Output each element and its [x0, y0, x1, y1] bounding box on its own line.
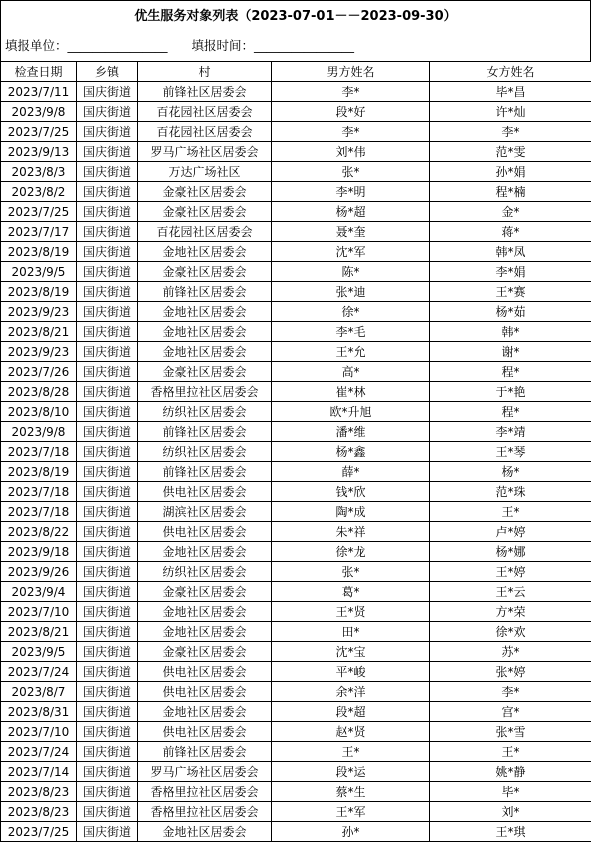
cell-village: 湖滨社区居委会	[138, 502, 272, 522]
cell-female-name: 刘*	[430, 802, 591, 822]
cell-town: 国庆街道	[77, 422, 138, 442]
cell-male-name: 王*贤	[272, 602, 430, 622]
cell-town: 国庆街道	[77, 322, 138, 342]
table-body	[1, 82, 591, 842]
cell-village: 金豪社区居委会	[138, 262, 272, 282]
table-row	[1, 502, 591, 522]
cell-town: 国庆街道	[77, 682, 138, 702]
cell-female-name: 韩*	[430, 322, 591, 342]
cell-date: 2023/8/19	[1, 282, 77, 302]
cell-date: 2023/8/22	[1, 522, 77, 542]
cell-village: 供电社区居委会	[138, 522, 272, 542]
cell-village: 供电社区居委会	[138, 662, 272, 682]
cell-village: 金地社区居委会	[138, 242, 272, 262]
cell-village: 前锋社区居委会	[138, 282, 272, 302]
table-row	[1, 122, 591, 142]
cell-town: 国庆街道	[77, 222, 138, 242]
cell-town: 国庆街道	[77, 742, 138, 762]
cell-female-name: 王*琴	[430, 442, 591, 462]
table-row	[1, 402, 591, 422]
cell-date: 2023/8/21	[1, 622, 77, 642]
cell-town: 国庆街道	[77, 242, 138, 262]
cell-town: 国庆街道	[77, 342, 138, 362]
cell-town: 国庆街道	[77, 442, 138, 462]
table-row	[1, 102, 591, 122]
cell-male-name: 田*	[272, 622, 430, 642]
cell-town: 国庆街道	[77, 282, 138, 302]
cell-male-name: 徐*龙	[272, 542, 430, 562]
cell-town: 国庆街道	[77, 542, 138, 562]
cell-male-name: 刘*伟	[272, 142, 430, 162]
cell-village: 香格里拉社区居委会	[138, 382, 272, 402]
cell-date: 2023/8/3	[1, 162, 77, 182]
table-row	[1, 762, 591, 782]
cell-date: 2023/8/23	[1, 782, 77, 802]
table-row	[1, 382, 591, 402]
table-row	[1, 542, 591, 562]
cell-town: 国庆街道	[77, 562, 138, 582]
cell-female-name: 范*雯	[430, 142, 591, 162]
cell-date: 2023/7/10	[1, 602, 77, 622]
cell-male-name: 蔡*生	[272, 782, 430, 802]
cell-female-name: 李*	[430, 682, 591, 702]
cell-female-name: 张*婷	[430, 662, 591, 682]
table-row	[1, 602, 591, 622]
cell-date: 2023/7/25	[1, 822, 77, 842]
cell-female-name: 程*	[430, 402, 591, 422]
cell-female-name: 韩*凤	[430, 242, 591, 262]
cell-male-name: 陶*成	[272, 502, 430, 522]
cell-male-name: 李*明	[272, 182, 430, 202]
cell-village: 百花园社区居委会	[138, 122, 272, 142]
service-table	[0, 61, 591, 842]
cell-male-name: 李*	[272, 82, 430, 102]
cell-male-name: 孙*	[272, 822, 430, 842]
cell-female-name: 孙*娟	[430, 162, 591, 182]
cell-female-name: 王*云	[430, 582, 591, 602]
cell-male-name: 高*	[272, 362, 430, 382]
cell-village: 金地社区居委会	[138, 822, 272, 842]
cell-village: 前锋社区居委会	[138, 82, 272, 102]
table-row	[1, 742, 591, 762]
cell-town: 国庆街道	[77, 762, 138, 782]
cell-female-name: 程*楠	[430, 182, 591, 202]
table-row	[1, 442, 591, 462]
cell-date: 2023/8/31	[1, 702, 77, 722]
cell-town: 国庆街道	[77, 522, 138, 542]
cell-village: 供电社区居委会	[138, 682, 272, 702]
cell-town: 国庆街道	[77, 382, 138, 402]
table-row	[1, 82, 591, 102]
cell-male-name: 王*军	[272, 802, 430, 822]
cell-female-name: 谢*	[430, 342, 591, 362]
cell-date: 2023/9/23	[1, 302, 77, 322]
cell-town: 国庆街道	[77, 402, 138, 422]
cell-date: 2023/8/19	[1, 242, 77, 262]
cell-village: 金豪社区居委会	[138, 182, 272, 202]
cell-date: 2023/9/5	[1, 262, 77, 282]
cell-town: 国庆街道	[77, 182, 138, 202]
header-row	[1, 62, 591, 82]
table-row	[1, 202, 591, 222]
cell-date: 2023/7/26	[1, 362, 77, 382]
cell-date: 2023/7/25	[1, 122, 77, 142]
cell-male-name: 王*	[272, 742, 430, 762]
cell-date: 2023/9/8	[1, 102, 77, 122]
cell-town: 国庆街道	[77, 102, 138, 122]
cell-date: 2023/7/18	[1, 502, 77, 522]
table-row	[1, 322, 591, 342]
cell-village: 金地社区居委会	[138, 622, 272, 642]
table-row	[1, 182, 591, 202]
cell-female-name: 王*婷	[430, 562, 591, 582]
cell-date: 2023/9/5	[1, 642, 77, 662]
cell-male-name: 段*好	[272, 102, 430, 122]
unit-label: 填报单位：	[5, 38, 68, 53]
cell-male-name: 陈*	[272, 262, 430, 282]
table-row	[1, 662, 591, 682]
cell-village: 罗马广场社区居委会	[138, 142, 272, 162]
table-row	[1, 422, 591, 442]
time-blank: ________________	[254, 38, 354, 53]
header-male-name: 男方姓名	[272, 62, 430, 82]
header-village: 村	[138, 62, 272, 82]
table-row	[1, 702, 591, 722]
cell-date: 2023/9/23	[1, 342, 77, 362]
cell-village: 金豪社区居委会	[138, 362, 272, 382]
cell-village: 纺织社区居委会	[138, 562, 272, 582]
cell-date: 2023/7/24	[1, 742, 77, 762]
cell-village: 罗马广场社区居委会	[138, 762, 272, 782]
cell-female-name: 毕*昌	[430, 82, 591, 102]
cell-village: 百花园社区居委会	[138, 222, 272, 242]
cell-village: 金地社区居委会	[138, 602, 272, 622]
table-row	[1, 282, 591, 302]
cell-town: 国庆街道	[77, 602, 138, 622]
cell-village: 金豪社区居委会	[138, 202, 272, 222]
cell-male-name: 聂*奎	[272, 222, 430, 242]
table-row	[1, 262, 591, 282]
table-row	[1, 722, 591, 742]
cell-date: 2023/9/26	[1, 562, 77, 582]
cell-town: 国庆街道	[77, 202, 138, 222]
cell-town: 国庆街道	[77, 662, 138, 682]
cell-female-name: 杨*	[430, 462, 591, 482]
table-row	[1, 522, 591, 542]
cell-male-name: 葛*	[272, 582, 430, 602]
cell-town: 国庆街道	[77, 582, 138, 602]
cell-village: 万达广场社区	[138, 162, 272, 182]
cell-town: 国庆街道	[77, 302, 138, 322]
cell-male-name: 钱*欣	[272, 482, 430, 502]
cell-village: 前锋社区居委会	[138, 422, 272, 442]
cell-date: 2023/7/18	[1, 482, 77, 502]
header-town: 乡镇	[77, 62, 138, 82]
cell-date: 2023/9/18	[1, 542, 77, 562]
cell-village: 前锋社区居委会	[138, 462, 272, 482]
page-title: 优生服务对象列表（2023-07-01－－2023-09-30）	[0, 0, 591, 31]
cell-date: 2023/7/10	[1, 722, 77, 742]
cell-town: 国庆街道	[77, 802, 138, 822]
cell-male-name: 潘*维	[272, 422, 430, 442]
cell-date: 2023/8/10	[1, 402, 77, 422]
cell-female-name: 徐*欢	[430, 622, 591, 642]
cell-female-name: 李*	[430, 122, 591, 142]
cell-village: 供电社区居委会	[138, 722, 272, 742]
cell-date: 2023/7/25	[1, 202, 77, 222]
cell-village: 纺织社区居委会	[138, 402, 272, 422]
cell-town: 国庆街道	[77, 642, 138, 662]
cell-male-name: 张*	[272, 162, 430, 182]
cell-female-name: 王*琪	[430, 822, 591, 842]
cell-date: 2023/9/13	[1, 142, 77, 162]
cell-male-name: 沈*军	[272, 242, 430, 262]
cell-village: 供电社区居委会	[138, 482, 272, 502]
table-row	[1, 562, 591, 582]
cell-village: 金豪社区居委会	[138, 642, 272, 662]
cell-male-name: 余*洋	[272, 682, 430, 702]
cell-female-name: 苏*	[430, 642, 591, 662]
cell-female-name: 于*艳	[430, 382, 591, 402]
cell-town: 国庆街道	[77, 142, 138, 162]
cell-female-name: 范*珠	[430, 482, 591, 502]
cell-male-name: 朱*祥	[272, 522, 430, 542]
cell-town: 国庆街道	[77, 262, 138, 282]
cell-village: 金地社区居委会	[138, 342, 272, 362]
cell-male-name: 平*峻	[272, 662, 430, 682]
cell-male-name: 赵*贤	[272, 722, 430, 742]
fill-row	[0, 31, 591, 61]
cell-male-name: 崔*林	[272, 382, 430, 402]
cell-female-name: 王*赛	[430, 282, 591, 302]
table-row	[1, 162, 591, 182]
cell-town: 国庆街道	[77, 722, 138, 742]
cell-female-name: 程*	[430, 362, 591, 382]
cell-village: 纺织社区居委会	[138, 442, 272, 462]
table-row	[1, 302, 591, 322]
cell-male-name: 徐*	[272, 302, 430, 322]
table-row	[1, 242, 591, 262]
cell-village: 前锋社区居委会	[138, 742, 272, 762]
cell-village: 金地社区居委会	[138, 542, 272, 562]
cell-female-name: 姚*静	[430, 762, 591, 782]
table-row	[1, 342, 591, 362]
table-row	[1, 362, 591, 382]
cell-female-name: 杨*娜	[430, 542, 591, 562]
cell-male-name: 段*运	[272, 762, 430, 782]
cell-village: 香格里拉社区居委会	[138, 802, 272, 822]
table-row	[1, 782, 591, 802]
table-row	[1, 642, 591, 662]
cell-date: 2023/8/19	[1, 462, 77, 482]
cell-date: 2023/8/21	[1, 322, 77, 342]
time-label: 填报时间：	[192, 38, 255, 53]
cell-date: 2023/8/7	[1, 682, 77, 702]
cell-date: 2023/8/23	[1, 802, 77, 822]
cell-female-name: 毕*	[430, 782, 591, 802]
table-row	[1, 802, 591, 822]
cell-male-name: 李*	[272, 122, 430, 142]
cell-male-name: 薛*	[272, 462, 430, 482]
cell-female-name: 李*靖	[430, 422, 591, 442]
unit-blank: ________________	[68, 38, 168, 53]
cell-town: 国庆街道	[77, 462, 138, 482]
table-row	[1, 462, 591, 482]
cell-town: 国庆街道	[77, 122, 138, 142]
cell-female-name: 蒋*	[430, 222, 591, 242]
cell-female-name: 杨*茹	[430, 302, 591, 322]
cell-male-name: 张*迪	[272, 282, 430, 302]
cell-male-name: 欧*升旭	[272, 402, 430, 422]
cell-female-name: 金*	[430, 202, 591, 222]
cell-town: 国庆街道	[77, 822, 138, 842]
cell-village: 金地社区居委会	[138, 702, 272, 722]
cell-village: 金地社区居委会	[138, 302, 272, 322]
cell-village: 金豪社区居委会	[138, 582, 272, 602]
cell-town: 国庆街道	[77, 82, 138, 102]
cell-female-name: 方*荣	[430, 602, 591, 622]
cell-female-name: 王*	[430, 742, 591, 762]
cell-female-name: 卢*婷	[430, 522, 591, 542]
cell-town: 国庆街道	[77, 702, 138, 722]
header-date: 检查日期	[1, 62, 77, 82]
table-row	[1, 622, 591, 642]
cell-date: 2023/8/28	[1, 382, 77, 402]
cell-date: 2023/7/17	[1, 222, 77, 242]
cell-date: 2023/8/2	[1, 182, 77, 202]
cell-male-name: 杨*鑫	[272, 442, 430, 462]
table-row	[1, 142, 591, 162]
table-row	[1, 582, 591, 602]
cell-male-name: 沈*宝	[272, 642, 430, 662]
cell-town: 国庆街道	[77, 162, 138, 182]
cell-male-name: 段*超	[272, 702, 430, 722]
cell-town: 国庆街道	[77, 622, 138, 642]
cell-date: 2023/9/4	[1, 582, 77, 602]
table-row	[1, 482, 591, 502]
cell-date: 2023/7/11	[1, 82, 77, 102]
cell-village: 香格里拉社区居委会	[138, 782, 272, 802]
cell-village: 金地社区居委会	[138, 322, 272, 342]
cell-female-name: 宫*	[430, 702, 591, 722]
cell-male-name: 张*	[272, 562, 430, 582]
cell-date: 2023/9/8	[1, 422, 77, 442]
cell-female-name: 李*娟	[430, 262, 591, 282]
table-row	[1, 222, 591, 242]
cell-village: 百花园社区居委会	[138, 102, 272, 122]
cell-female-name: 张*雪	[430, 722, 591, 742]
cell-town: 国庆街道	[77, 782, 138, 802]
table-row	[1, 682, 591, 702]
cell-male-name: 李*毛	[272, 322, 430, 342]
cell-date: 2023/7/24	[1, 662, 77, 682]
cell-town: 国庆街道	[77, 362, 138, 382]
header-female-name: 女方姓名	[430, 62, 591, 82]
cell-female-name: 许*灿	[430, 102, 591, 122]
cell-town: 国庆街道	[77, 482, 138, 502]
cell-date: 2023/7/18	[1, 442, 77, 462]
cell-date: 2023/7/14	[1, 762, 77, 782]
cell-male-name: 王*允	[272, 342, 430, 362]
table-row	[1, 822, 591, 842]
cell-female-name: 王*	[430, 502, 591, 522]
cell-town: 国庆街道	[77, 502, 138, 522]
cell-male-name: 杨*超	[272, 202, 430, 222]
